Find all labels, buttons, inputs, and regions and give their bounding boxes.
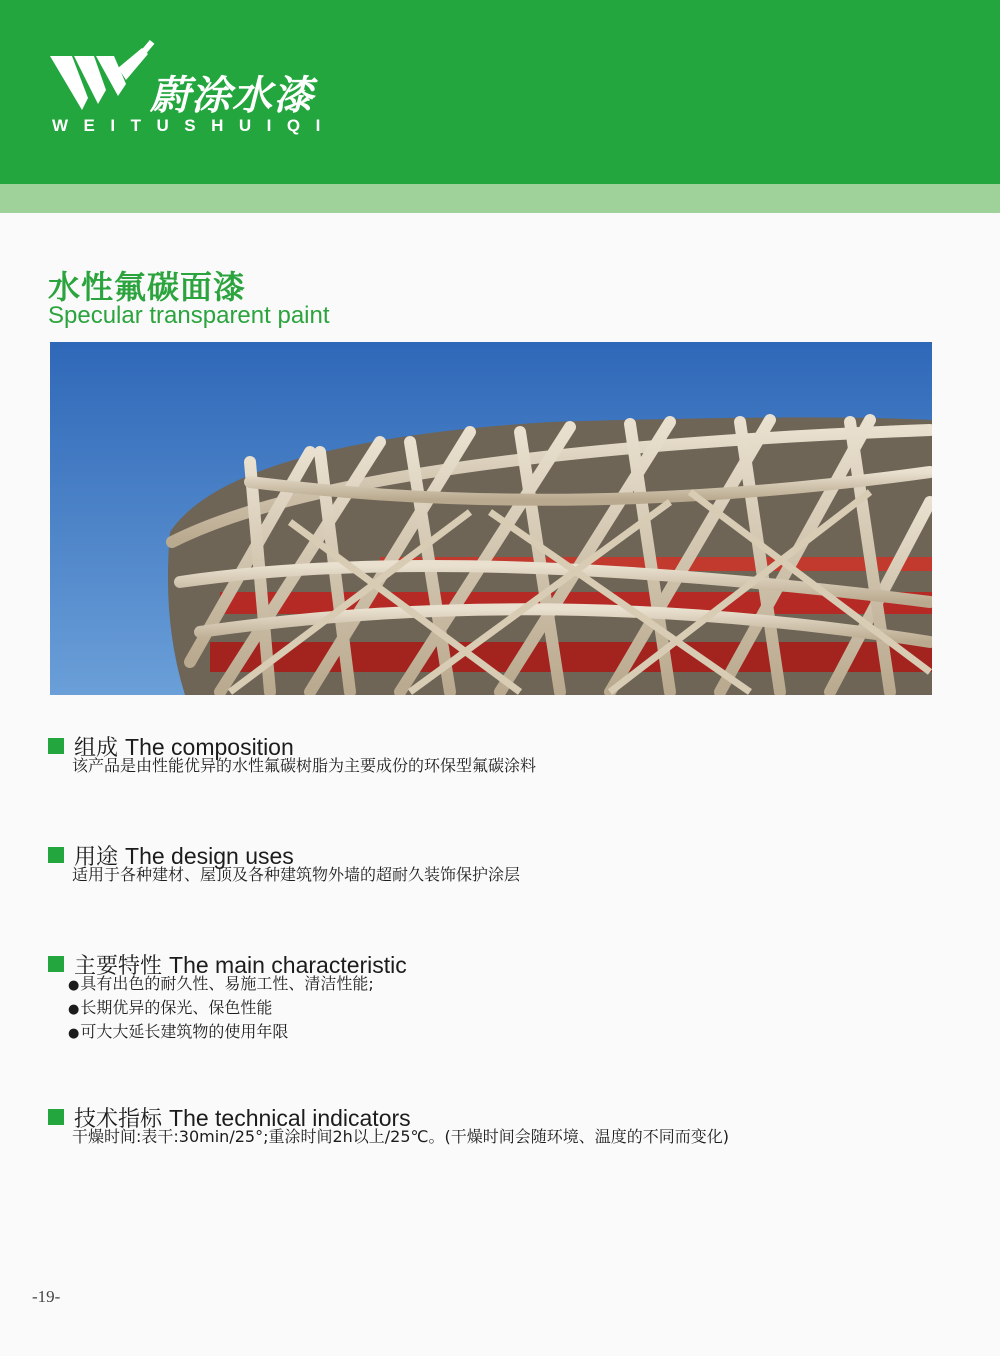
section-heading [48, 842, 948, 868]
list-item: ● 具有出色的耐久性、易施工性、清洁性能; [68, 973, 948, 997]
list-item: ● 可大大延长建筑物的使用年限 [68, 1021, 948, 1045]
product-title-cn: 水性氟碳面漆 [48, 268, 247, 306]
stadium-photo-illustration [50, 342, 932, 695]
section-body: 适用于各种建材、屋顶及各种建筑物外墙的超耐久装饰保护涂层 [72, 865, 521, 884]
green-square-bullet-icon [48, 847, 64, 863]
list-item: ● 长期优异的保光、保色性能 [68, 997, 948, 1021]
section-title: 技术指标 The technical indicators [74, 1105, 411, 1132]
brand-name-cn: 蔚涂水漆 [150, 73, 314, 119]
section-body: 干燥时间:表干:30min/25°;重涂时间2h以上/25℃。(干燥时间会随环境、温度的不同而变化) [72, 1127, 729, 1146]
green-square-bullet-icon [48, 956, 64, 972]
section-heading [48, 951, 948, 977]
section-title: 用途 The design uses [74, 843, 294, 870]
brand-logo[interactable] [48, 38, 378, 138]
section-composition [48, 733, 948, 777]
section-title: 组成 The composition [74, 734, 294, 761]
product-title-en: Specular transparent paint [48, 302, 330, 329]
brand-name-en: WEITUSHUIQI [52, 116, 336, 135]
section-characteristics [48, 951, 948, 1045]
header-stripe [0, 184, 1000, 213]
green-square-bullet-icon [48, 1109, 64, 1125]
header-band [0, 0, 1000, 184]
page-number: -19- [32, 1287, 61, 1306]
green-square-bullet-icon [48, 738, 64, 754]
section-title: 主要特性 The main characteristic [74, 952, 407, 979]
section-uses [48, 842, 948, 886]
section-body: 该产品是由性能优异的水性氟碳树脂为主要成份的环保型氟碳涂料 [72, 756, 537, 775]
section-heading [48, 1104, 948, 1130]
section-heading [48, 733, 948, 759]
product-photo [50, 342, 932, 695]
characteristics-list [68, 973, 948, 1045]
section-indicators [48, 1104, 948, 1148]
